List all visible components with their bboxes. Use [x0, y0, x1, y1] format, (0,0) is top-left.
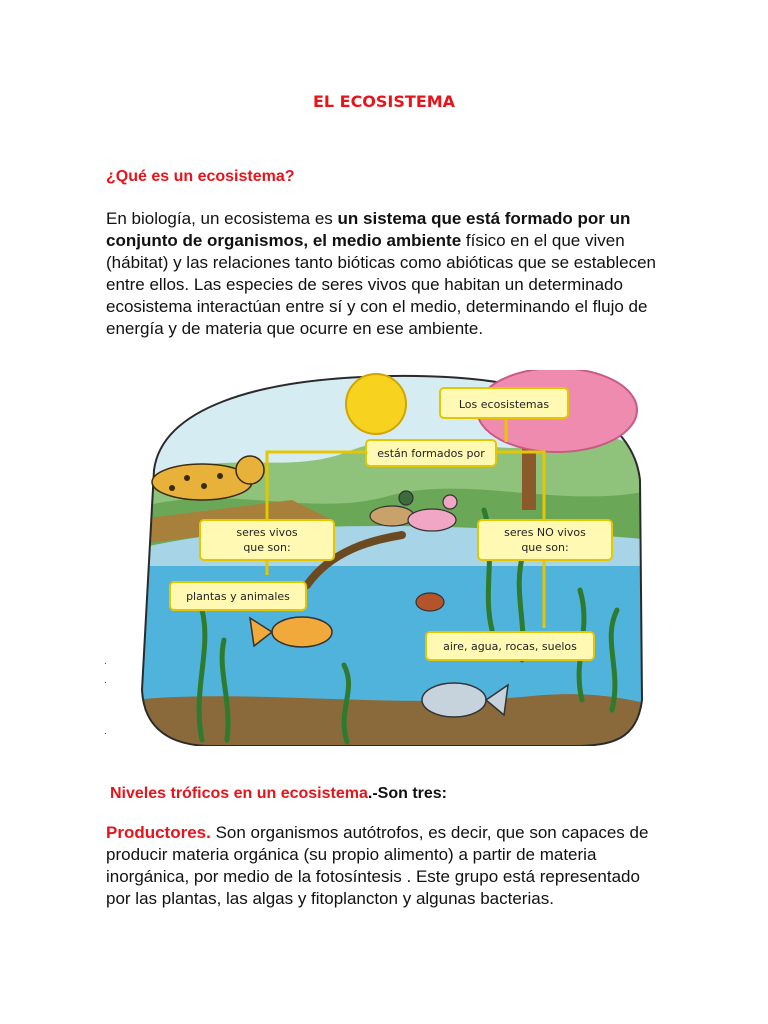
- page-title: EL ECOSISTEMA: [312, 92, 456, 111]
- margin-dot: .: [104, 726, 107, 737]
- section-heading-que-es: ¿Qué es un ecosistema?: [106, 168, 295, 185]
- margin-dot: .: [104, 656, 107, 667]
- label-aire-agua-rocas-suelos: aire, agua, rocas, suelos: [443, 640, 577, 653]
- intro-text-2: físico en el que viven (hábitat) y las relaciones tanto bióticas como abióticas que se establecen entre ellos. Las especies de seres vivos que habitan un determinado ecosistema interactúan entre sí y con el medio, determinando el flujo de energía y de materia que ocurre en ese ambiente.: [106, 231, 656, 338]
- niveles-heading-red: Niveles tróficos en un ecosistema: [110, 785, 368, 802]
- label-seres-vivos: seres vivos: [236, 526, 298, 539]
- productores-lead: Productores.: [106, 823, 211, 842]
- section-heading-niveles: [110, 785, 447, 803]
- margin-dot: .: [104, 675, 107, 686]
- label-que-son-no-vivos: que son:: [521, 541, 569, 554]
- label-los-ecosistemas: Los ecosistemas: [458, 398, 550, 411]
- label-estan-formados-por: están formados por: [377, 447, 485, 460]
- label-plantas-y-animales: plantas y animales: [186, 590, 290, 603]
- label-que-son-vivos: que son:: [243, 541, 291, 554]
- intro-paragraph: [106, 208, 666, 340]
- label-seres-no-vivos: seres NO vivos: [504, 526, 586, 539]
- intro-bold-definition: un sistema que está formado por un conjunto de organismos, el medio ambiente: [106, 209, 631, 250]
- lake-bottom: [132, 694, 654, 746]
- water-beetle: [416, 593, 444, 611]
- intro-text-1: En biología, un ecosistema es: [106, 209, 338, 228]
- productores-paragraph: [106, 822, 666, 910]
- productores-text: Son organismos autótrofos, es decir, que son capaces de producir materia orgánica (su propio alimento) a partir de materia inorgánica, por medio de la fotosíntesis . Este grupo está representado por las plantas, las algas y fitoplancton y algunas bacterias.: [106, 823, 649, 908]
- niveles-heading-black: .-Son tres:: [367, 785, 447, 802]
- sun: [346, 374, 406, 434]
- ecosystem-illustration: [132, 370, 654, 746]
